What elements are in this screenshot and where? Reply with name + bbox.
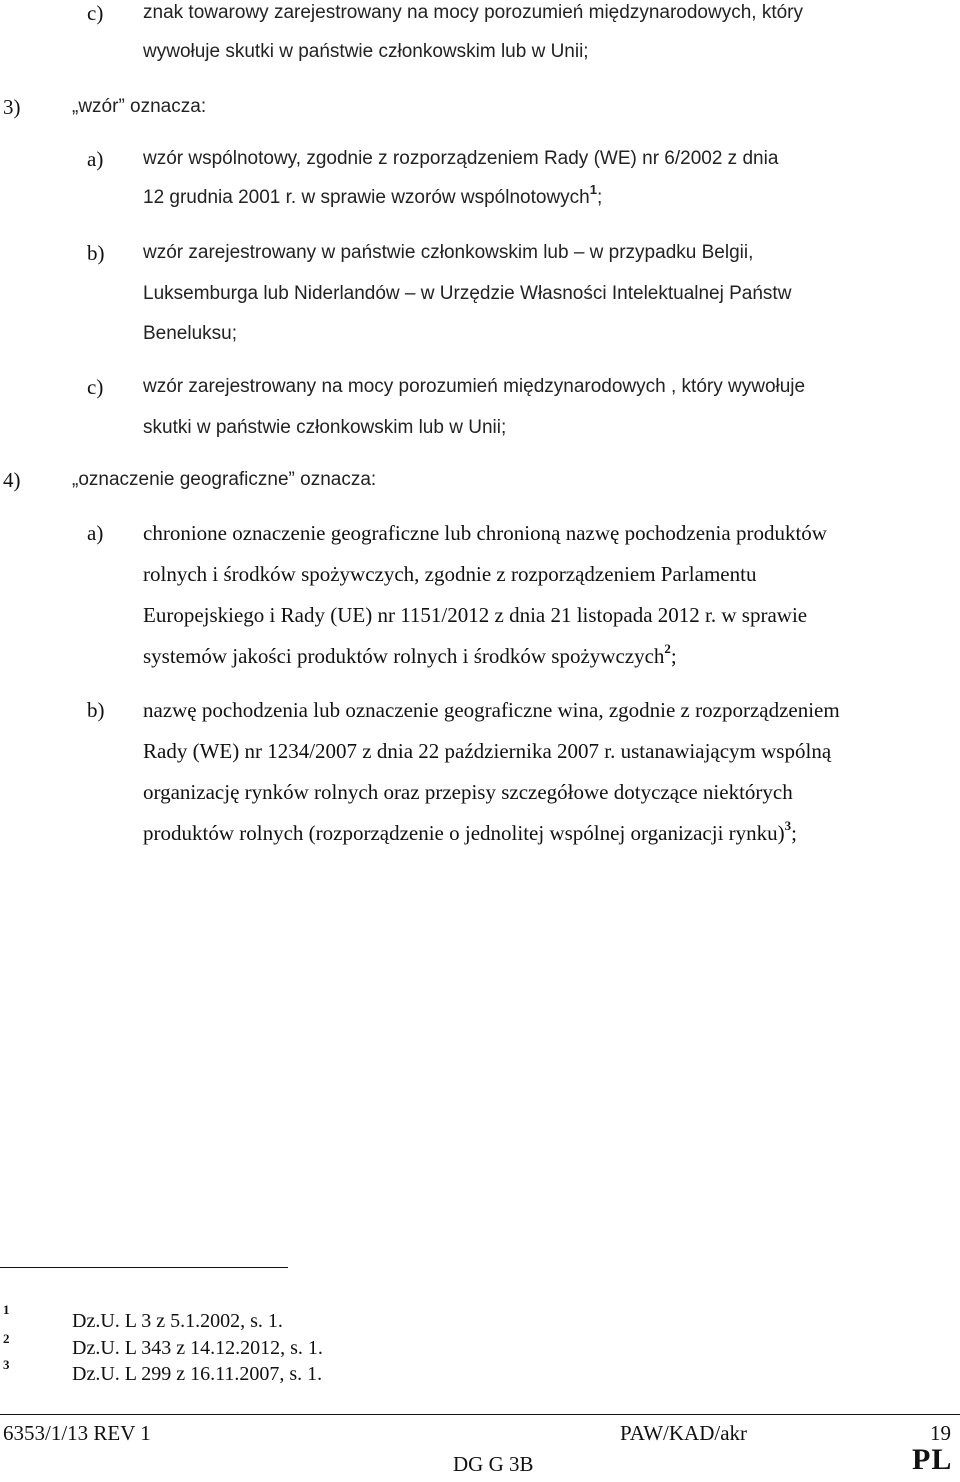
document-reference: 6353/1/13 REV 1 — [3, 1421, 151, 1445]
item-label: b) — [87, 241, 105, 265]
item-text — [143, 643, 677, 669]
footnote-ref[interactable]: 2 — [664, 641, 671, 656]
page-number: 19 — [930, 1421, 951, 1445]
item-text: chronione oznaczenie geograficzne lub chronioną nazwę pochodzenia produktów — [143, 521, 827, 545]
item-text: Rady (WE) nr 1234/2007 z dnia 22 października 2007 r. ustanawiającym wspólną — [143, 739, 832, 763]
item-text: Europejskiego i Rady (UE) nr 1151/2012 z dnia 21 listopada 2012 r. w sprawie — [143, 603, 808, 627]
item-text: Beneluksu; — [143, 323, 238, 344]
definition-heading: „oznaczenie geograficzne” oznacza: — [72, 469, 377, 490]
item-text: Luksemburga lub Niderlandów – w Urzędzie Własności Intelektualnej Państw — [143, 283, 792, 304]
item-label: a) — [87, 147, 104, 171]
author-initials: PAW/KAD/akr — [620, 1421, 748, 1445]
item-number: 3) — [3, 95, 21, 119]
item-text: wywołuje skutki w państwie członkowskim lub w Unii; — [143, 41, 589, 62]
item-text-tail: ; — [596, 187, 603, 208]
footnote-number: 1 — [3, 1302, 10, 1317]
footnote-text: Dz.U. L 299 z 16.11.2007, s. 1. — [72, 1363, 323, 1385]
language-code: PL — [912, 1443, 953, 1476]
item-label: c) — [87, 375, 104, 399]
item-text: znak towarowy zarejestrowany na mocy porozumień międzynarodowych, który — [143, 2, 803, 23]
item-text: nazwę pochodzenia lub oznaczenie geograficzne wina, zgodnie z rozporządzeniem — [143, 698, 840, 722]
item-label: c) — [87, 1, 104, 25]
item-text: organizację rynków rolnych oraz przepisy szczegółowe dotyczące niektórych — [143, 780, 793, 804]
item-label: a) — [87, 521, 104, 545]
footnote-number: 3 — [3, 1357, 10, 1372]
directorate-code: DG G 3B — [453, 1452, 534, 1476]
item-text: skutki w państwie członkowskim lub w Unii; — [143, 417, 507, 438]
item-text-span: produktów rolnych (rozporządzenie o jednolitej wspólnej organizacji rynku) — [143, 821, 785, 845]
footnote-separator — [0, 1267, 288, 1268]
footnote-ref[interactable]: 1 — [589, 181, 597, 197]
footnote-ref[interactable]: 3 — [784, 818, 792, 833]
item-text — [143, 181, 603, 211]
footnote-text: Dz.U. L 343 z 14.12.2012, s. 1. — [72, 1337, 323, 1359]
definition-heading: „wzór” oznacza: — [72, 96, 207, 117]
item-text: rolnych i środków spożywczych, zgodnie z rozporządzeniem Parlamentu — [143, 562, 757, 586]
item-text-span: systemów jakości produktów rolnych i środków spożywczych — [143, 644, 665, 668]
item-text: wzór zarejestrowany w państwie członkowskim lub – w przypadku Belgii, — [143, 242, 754, 263]
item-text — [143, 820, 797, 846]
footer-separator — [0, 1414, 960, 1415]
item-text: wzór zarejestrowany na mocy porozumień międzynarodowych , który wywołuje — [143, 376, 806, 397]
footnote-text: Dz.U. L 3 z 5.1.2002, s. 1. — [72, 1310, 283, 1332]
item-text-span: 12 grudnia 2001 r. w sprawie wzorów wspólnotowych — [143, 187, 590, 208]
item-text: wzór wspólnotowy, zgodnie z rozporządzeniem Rady (WE) nr 6/2002 z dnia — [143, 148, 779, 169]
item-text-tail: ; — [670, 644, 677, 668]
footnote-number: 2 — [3, 1331, 10, 1346]
item-label: b) — [87, 698, 105, 722]
item-text-tail: ; — [791, 821, 798, 845]
item-number: 4) — [3, 468, 21, 492]
